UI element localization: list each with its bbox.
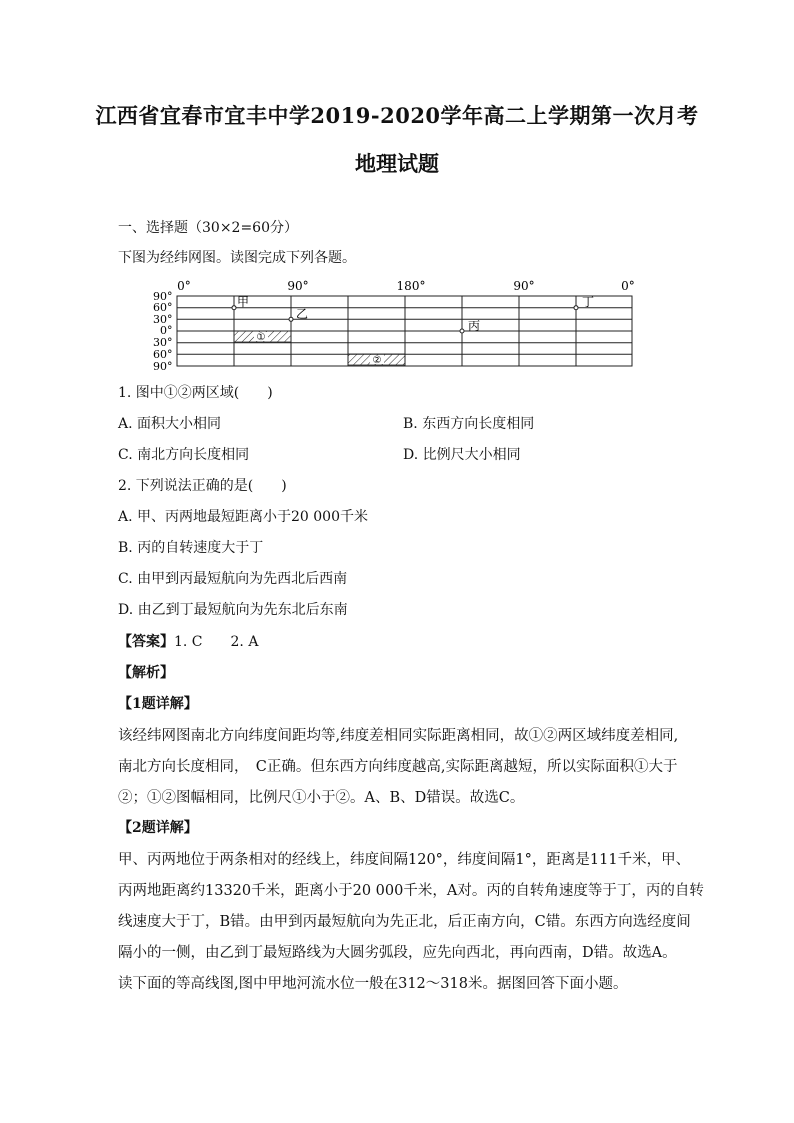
- point-ding-label: 丁: [582, 295, 595, 309]
- lon-label: 180°: [396, 279, 426, 293]
- group2-intro: 读下面的等高线图,图中甲地河流水位一般在312～318米。据图回答下面小题。: [118, 976, 628, 992]
- detail-1-line: 该经纬网图南北方向纬度间距均等,纬度差相同实际距离相同，故①②两区域纬度差相同,: [118, 728, 679, 744]
- region-1-label: ①: [256, 332, 266, 343]
- lon-label: 0°: [621, 279, 635, 293]
- region-2-label: ②: [372, 355, 382, 366]
- point-bing-label: 丙: [468, 319, 481, 333]
- q1-option-d: D. 比例尺大小相同: [403, 447, 521, 463]
- q2-option-b: B. 丙的自转速度大于丁: [118, 540, 264, 556]
- detail-2-line: 隔小的一侧，由乙到丁最短路线为大圆劣弧段，应先向西北，再向西南，D错。故选A。: [118, 945, 677, 961]
- analysis-label: 【解析】: [118, 665, 174, 681]
- detail-2-line: 甲、丙两地位于两条相对的经线上，纬度间隔120°，纬度间隔1°，距离是111千米，甲、: [118, 852, 691, 868]
- detail-1-line: ②；①②图幅相同，比例尺①小于②。A、B、D错误。故选C。: [118, 790, 525, 806]
- lat-label: 0°: [160, 324, 173, 337]
- q2-option-a: A. 甲、丙两地最短距离小于20 000千米: [118, 509, 368, 525]
- lat-label: 60°: [153, 301, 173, 314]
- point-yi-marker: [289, 317, 293, 321]
- lat-lon-grid-figure: [150, 278, 650, 374]
- answer-text: 1. C 2. A: [174, 634, 259, 650]
- lat-label: 90°: [153, 360, 173, 373]
- detail-1-label: 【1题详解】: [118, 696, 198, 712]
- lat-label: 60°: [153, 348, 173, 361]
- lat-label: 30°: [153, 313, 173, 326]
- q1-option-b: B. 东西方向长度相同: [403, 416, 535, 432]
- detail-2-line: 线速度大于丁，B错。由甲到丙最短航向为先正北，后正南方向，C错。东西方向选经度间: [118, 914, 691, 930]
- q1-option-a: A. 面积大小相同: [118, 416, 222, 432]
- answer-label: 【答案】: [118, 634, 174, 650]
- page-title: 江西省宜春市宜丰中学2019-2020学年高二上学期第一次月考: [95, 103, 699, 128]
- detail-2-line: 丙两地距离约13320千米，距离小于20 000千米，A对。丙的自转角速度等于丁，丙的自转: [118, 883, 704, 899]
- answer-row: [118, 632, 258, 652]
- lon-label: 90°: [287, 279, 309, 293]
- section-heading: 一、选择题（30×2=60分）: [118, 220, 298, 236]
- q2-stem: 2. 下列说法正确的是( ): [118, 478, 287, 494]
- detail-1-text: [118, 721, 678, 814]
- group1-intro: 下图为经纬网图。读图完成下列各题。: [118, 250, 356, 266]
- point-bing-marker: [460, 329, 464, 333]
- page-subtitle: 地理试题: [355, 151, 439, 176]
- detail-2-label: 【2题详解】: [118, 820, 198, 836]
- q1-stem: 1. 图中①②两区域( ): [118, 385, 273, 401]
- lon-label: 90°: [513, 279, 535, 293]
- q2-option-c: C. 由甲到丙最短航向为先西北后西南: [118, 571, 348, 587]
- lat-label: 90°: [153, 290, 173, 303]
- point-yi-label: 乙: [296, 307, 309, 321]
- point-ding-marker: [574, 306, 578, 310]
- detail-2-text: [118, 845, 704, 969]
- detail-1-line: 南北方向长度相同， C正确。但东西方向纬度越高,实际距离越短，所以实际面积①大于: [118, 759, 678, 775]
- lat-label: 30°: [153, 336, 173, 349]
- q1-option-c: C. 南北方向长度相同: [118, 447, 250, 463]
- q2-option-d: D. 由乙到丁最短航向为先东北后东南: [118, 602, 348, 618]
- point-jia-marker: [232, 306, 236, 310]
- point-jia-label: 甲: [237, 295, 250, 309]
- lon-label: 0°: [177, 279, 191, 293]
